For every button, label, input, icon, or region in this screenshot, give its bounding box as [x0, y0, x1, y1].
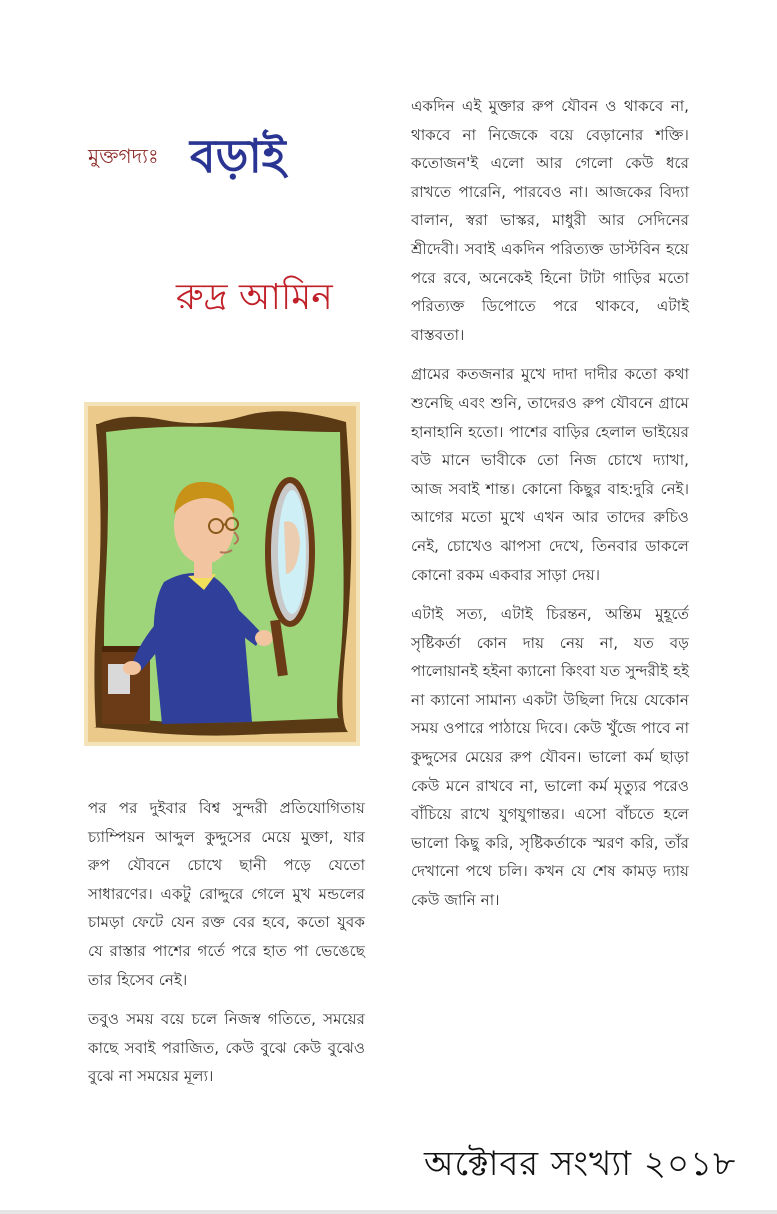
article-column-left: [88, 794, 365, 1102]
article-paragraph: এটাই সত্য, এটাই চিরন্তন, অন্তিম মুহূর্তে সৃষ্টিকর্তা কোন দায় নেয় না, যত বড় পালোয়ানই হইনা ক্যানো কিংবা যত সুন্দরীই হই না ক্যানো সামান্য একটা উছিলা দিয়ে যেকোন সময় ওপারে পাঠায়ে দিবে। কেউ খুঁজে পাবে না কুদ্দুসের মেয়ের রুপ যৌবন। ভালো কর্ম ছাড়া কেউ মনে রাখবে না, ভালো কর্ম মৃত্যুর পরেও বাঁচিয়ে রাখে যুগযুগান্তর। এসো বাঁচতে হলে ভালো কিছু করি, সৃষ্টিকর্তাকে স্মরণ করি, তাঁর দেখানো পথে চলি। কখন যে শেষ কামড় দ্যায় কেউ জানি না।: [411, 605, 689, 910]
author-name: রুদ্র আমিন: [176, 277, 333, 318]
article-paragraph: গ্রামের কতজনার মুখে দাদা দাদীর কতো কথা শুনেছি এবং শুনি, তাদেরও রুপ যৌবনে গ্রামে হানাহানি হতো। পাশের বাড়ির হেলাল ভাইয়ের বউ মানে ভাবীকে তো নিজ চোখে দ্যাখা, আজ সবাই শান্ত। কোনো কিছুর বাহ:দুরি নেই। আগের মতো মুখে এখন আর তাদের রুচিও নেই, চোখেও ঝাপসা দেখে, তিনবার ডাকলে কোনো রকম একবার সাড়া দেয়।: [411, 365, 689, 584]
section-label: মুক্তগদ্যঃ: [88, 144, 159, 168]
article-title: বড়াই: [190, 129, 286, 183]
article-column-right: [411, 92, 689, 926]
issue-label: অক্টোবর সংখ্যা ২০১৮: [424, 1144, 737, 1184]
article-paragraph: একদিন এই মুক্তার রুপ যৌবন ও থাকবে না, থাকবে না নিজেকে বয়ে বেড়ানোর শক্তি। কতোজন'ই এলো আর গেলো কেউ ধরে রাখতে পারেনি, পারবেও না। আজকের বিদ্যা বালান, স্বরা ভাস্কর, মাধুরী আর সেদিনের শ্রীদেবী। সবাই একদিন পরিত্যক্ত ডাস্টবিন হয়ে পরে রবে, অনেকেই হিনো টাটা গাড়ির মতো পরিত্যক্ত ডিপোতে পরে থাকবে, এটাই বাস্তবতা।: [411, 97, 689, 344]
man-with-mirror-illustration: [84, 402, 360, 746]
article-paragraph: পর পর দুইবার বিশ্ব সুন্দরী প্রতিযোগিতায় চ্যাম্পিয়ন আব্দুল কুদ্দুসের মেয়ে মুক্তা, যার রুপ যৌবনে চোখে ছানী পড়ে যেতো সাধারণের। একটু রোদ্দুরে গেলে মুখ মন্ডলের চামড়া ফেটে যেন রক্ত বের হবে, কতো যুবক যে রাস্তার পাশের গর্তে পরে হাত পা ভেঙেছে তার হিসেব নেই।: [88, 799, 365, 989]
page-bottom-edge: [0, 1210, 777, 1214]
article-paragraph: তবুও সময় বয়ে চলে নিজস্ব গতিতে, সময়ের কাছে সবাই পরাজিত, কেউ বুঝে কেউ বুঝেও বুঝে না সময়ের মূল্য।: [88, 1010, 365, 1086]
